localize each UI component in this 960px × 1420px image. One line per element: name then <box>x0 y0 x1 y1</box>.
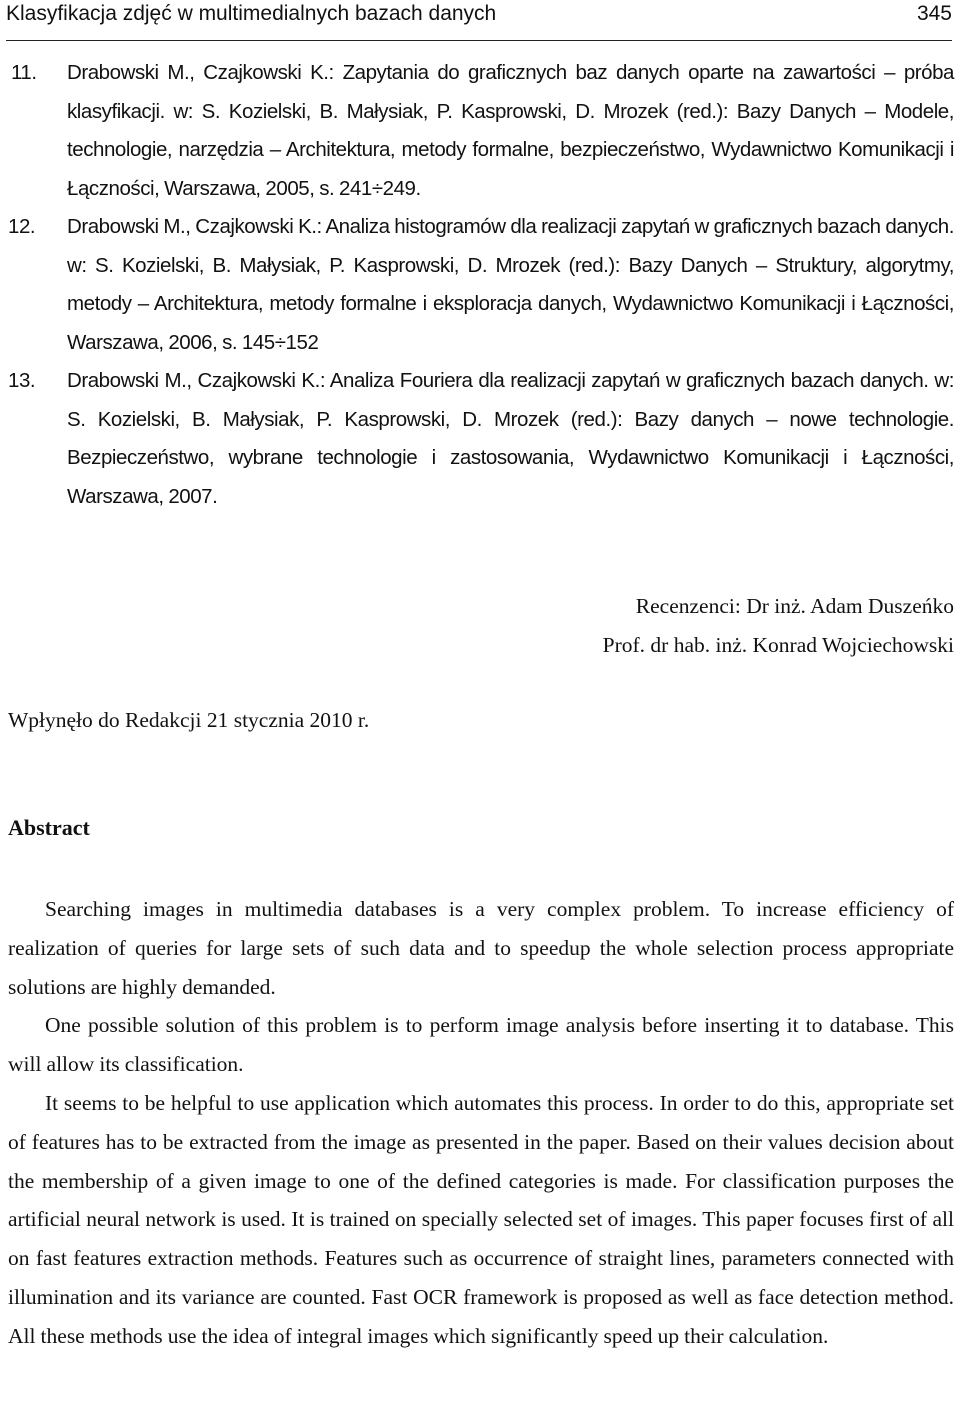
running-header <box>6 0 952 41</box>
reference-item <box>8 362 954 516</box>
reviewers-line-2: Prof. dr hab. inż. Konrad Wojciechowski <box>602 633 954 657</box>
abstract-heading: Abstract <box>8 815 90 840</box>
reference-list <box>8 54 954 516</box>
reference-item <box>8 208 954 362</box>
reference-number: 13. <box>8 369 36 392</box>
abstract-paragraph: Searching images in multimedia databases is a very complex problem. To increase efficiency of realization of queries for large sets of such data and to speedup the whole selection process appropriate solutions are highly demanded. <box>8 897 954 999</box>
reference-text: Drabowski M., Czajkowski K.: Analiza histogramów dla realizacji zapytań w graficznych bazach danych. w: S. Kozielski, B. Małysiak, P. Kasprowski, D. Mrozek (red.): Bazy Danych – Struktury, algorytmy, metody – Architektura, metody formalne i eksploracja danych, Wydawnictwo Komunikacji i Łączności, Warszawa, 2006, s. 145÷152 <box>67 215 954 354</box>
reviewers-block <box>603 587 954 665</box>
abstract-paragraph: One possible solution of this problem is to perform image analysis before inserting it to database. This will allow its classification. <box>8 1013 954 1077</box>
reference-text: Drabowski M., Czajkowski K.: Zapytania do graficznych baz danych oparte na zawartości – próba klasyfikacji. w: S. Kozielski, B. Małysiak, P. Kasprowski, D. Mrozek (red.): Bazy Danych – Modele, technologie, narzędzia – Architektura, metody formalne, bezpieczeństwo, Wydawnictwo Komunikacji i Łączności, Warszawa, 2005, s. 241÷249. <box>67 61 954 200</box>
reference-number: 11. <box>11 61 37 84</box>
abstract-body <box>8 890 954 1356</box>
reference-item <box>8 54 954 208</box>
running-title: Klasyfikacja zdjęć w multimedialnych bazach danych <box>6 2 497 25</box>
reference-text: Drabowski M., Czajkowski K.: Analiza Fouriera dla realizacji zapytań w graficznych bazach danych. w: S. Kozielski, B. Małysiak, P. Kasprowski, D. Mrozek (red.): Bazy danych – nowe technologie. Bezpieczeństwo, wybrane technologie i zastosowania, Wydawnictwo Komunikacji i Łączności, Warszawa, 2007. <box>67 369 954 508</box>
reference-number: 12. <box>8 215 36 238</box>
page-number: 345 <box>916 2 952 25</box>
abstract-paragraph: It seems to be helpful to use application which automates this process. In order to do this, appropriate set of features has to be extracted from the image as presented in the paper. Based on their values decision about the membership of a given image to one of the defined categories is made. For classification purposes the artificial neural network is used. It is trained on specially selected set of images. This paper focuses first of all on fast features extraction methods. Features such as occurrence of straight lines, parameters connected with illumination and its variance are counted. Fast OCR framework is proposed as well as face detection method. All these methods use the idea of integral images which significantly speed up their calculation. <box>8 1090 954 1348</box>
reviewers-line-1: Recenzenci: Dr inż. Adam Duszeńko <box>635 594 954 618</box>
received-date: Wpłynęło do Redakcji 21 stycznia 2010 r. <box>8 708 370 732</box>
